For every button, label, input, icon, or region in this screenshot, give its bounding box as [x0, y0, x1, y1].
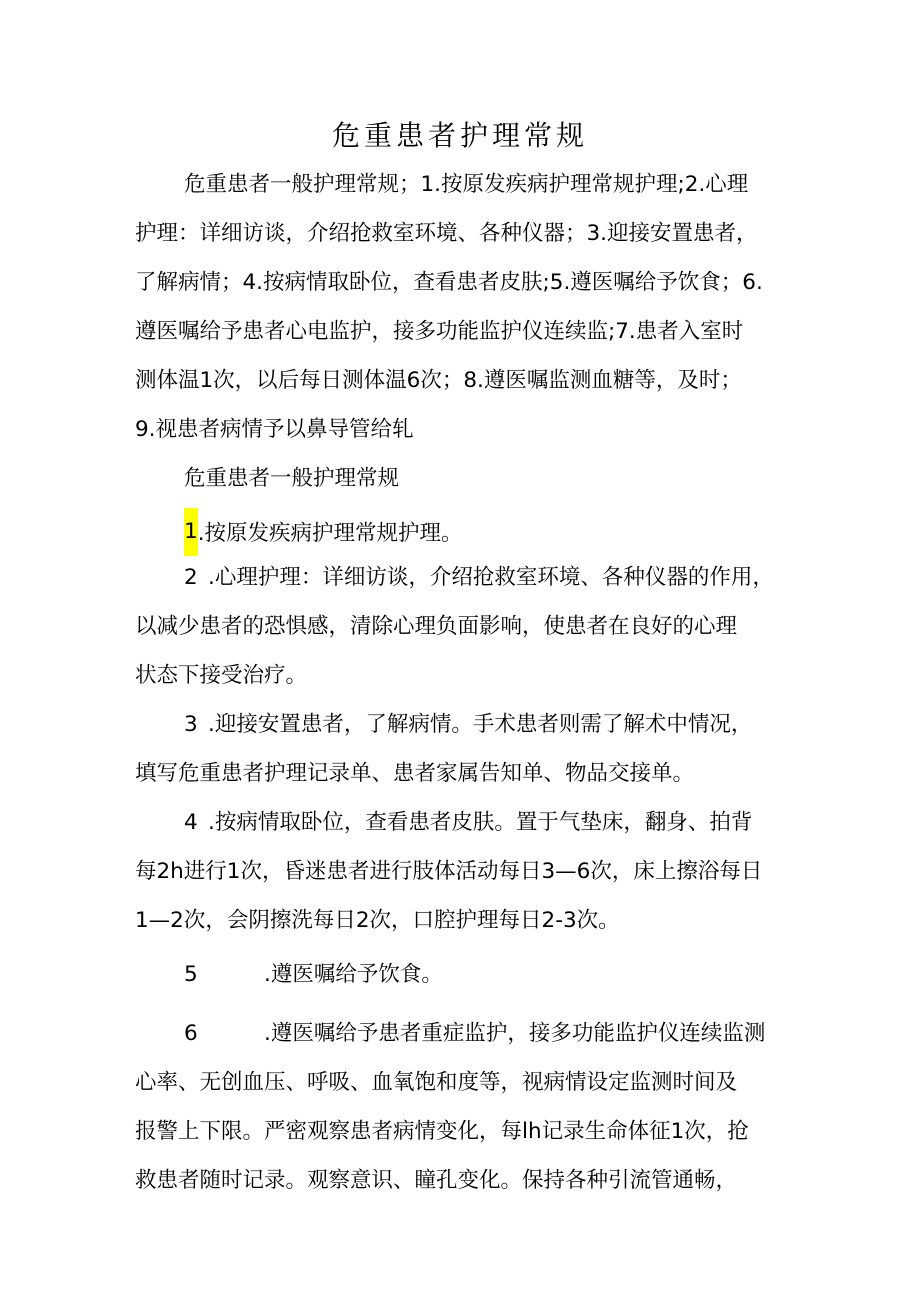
item-number: 2	[184, 565, 198, 590]
item-line: 以减少患者的恐惧感，清除心理负面影响，使患者在良好的心理	[135, 614, 738, 639]
item-line: 救患者随时记录。观察意识、瞳孔变化。保持各种引流管通畅，	[135, 1168, 738, 1193]
item-text: .迎接安置患者，了解病情。手术患者则需了解术中情况，	[208, 712, 753, 737]
item-number: 4	[184, 810, 198, 835]
summary-line: 测体温1次，以后每日测体温6次；8.遵医嘱监测血糖等，及时；	[135, 368, 742, 393]
item-line: 心率、无创血压、呼吸、血氧饱和度等，视病情设定监测时间及	[135, 1070, 738, 1095]
summary-line: 了解病情；4.按病情取卧位，查看患者皮肤;5.遵医嘱给予饮食；6.	[135, 270, 763, 295]
summary-line: 遵医嘱给予患者心电监护，接多功能监护仪连续监;7.患者入室时	[135, 319, 744, 344]
list-item	[184, 806, 752, 840]
item-line: 状态下接受治疗。	[135, 663, 308, 688]
item-text: .按原发疾病护理常规护理。	[197, 521, 463, 546]
item-line: 报警上下限。严密观察患者病情变化，每lh记录生命体征1次，抢	[135, 1119, 749, 1144]
item-text: .按病情取卧位，查看患者皮肤。置于气垫床，翻身、拍背	[208, 810, 753, 835]
item-number: 5	[184, 962, 198, 987]
list-item	[184, 561, 774, 595]
item-number: 3	[184, 712, 198, 737]
section-heading: 危重患者一般护理常规	[184, 466, 400, 491]
summary-line: 护理：详细访谈，介绍抢救室环境、各种仪器；3.迎接安置患者，	[135, 221, 758, 246]
item-text: .遵医嘱给予饮食。	[264, 962, 443, 987]
document-title: 危重患者护理常规	[331, 119, 588, 152]
list-item	[184, 1017, 765, 1051]
summary-line: 危重患者一般护理常规；1.按原发疾病护理常规护理;2.心理	[184, 172, 749, 197]
item-text: .遵医嘱给予患者重症监护，接多功能监护仪连续监测	[264, 1021, 766, 1046]
list-item	[184, 708, 752, 742]
list-item	[184, 512, 463, 556]
item-line: 填写危重患者护理记录单、患者家属告知单、物品交接单。	[135, 761, 695, 786]
item-line: 1—2次，会阴擦洗每日2次，口腔护理每日2-3次。	[135, 908, 620, 933]
summary-line: 9.视患者病情予以鼻导管给轧	[135, 417, 414, 442]
list-item	[184, 958, 443, 992]
item-line: 每2h进行1次，昏迷患者进行肢体活动每日3—6次，床上擦浴每日	[135, 859, 763, 884]
item-number-highlighted: 1	[184, 508, 198, 556]
item-number: 6	[184, 1021, 198, 1046]
item-text: .心理护理：详细访谈，介绍抢救室环境、各种仪器的作用，	[208, 565, 774, 590]
